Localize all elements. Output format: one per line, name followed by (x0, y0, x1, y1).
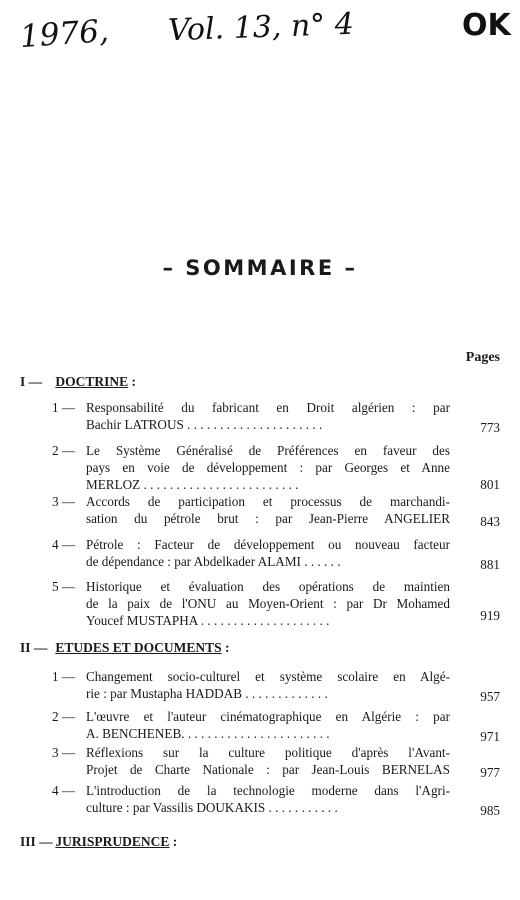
section-numeral: II — (20, 640, 48, 655)
entry-line: Pétrole : Facteur de développement ou nouveau facteur (86, 537, 450, 552)
section-suffix: : (128, 374, 137, 389)
section-numeral: III — (20, 834, 53, 849)
entry-text (86, 578, 450, 629)
entry-text (86, 536, 450, 570)
entry-page-number: 801 (480, 477, 500, 492)
entry-number: 4 — (52, 537, 76, 552)
section-suffix: : (169, 834, 178, 849)
entry-line: de dépendance : par Abdelkader ALAMI . . . . . . (86, 554, 341, 569)
handwritten-volume: Vol. 13, n° 4 (167, 6, 355, 49)
entry-line: Changement socio-culturel et système scolaire en Algé- (86, 669, 450, 684)
section-heading-jurisprudence (20, 834, 177, 850)
entry-text (86, 744, 450, 778)
section-numeral: I — (20, 374, 43, 389)
section-title: DOCTRINE (55, 374, 129, 389)
section-heading-doctrine (20, 374, 136, 390)
entry-line: Bachir LATROUS . . . . . . . . . . . . . . . . . . . . . (86, 417, 323, 432)
section-title: JURISPRUDENCE (55, 834, 170, 849)
entry-line: Youcef MUSTAPHA . . . . . . . . . . . . . . . . . . . . (86, 613, 330, 628)
entry-page-number: 881 (480, 557, 500, 572)
page-title: – SOMMAIRE – (162, 256, 358, 280)
section-heading-etudes-et-documents (20, 640, 230, 656)
entry-text (86, 782, 450, 816)
entry-page-number: 919 (480, 608, 500, 623)
entry-page-number: 957 (480, 689, 500, 704)
entry-number: 3 — (52, 494, 76, 509)
entry-line: Projet de Charte Nationale : par Jean-Louis BERNELAS (86, 762, 450, 777)
entry-number: 2 — (52, 443, 76, 458)
entry-line: Accords de participation et processus de marchandi- (86, 494, 450, 509)
entry-page-number: 977 (480, 765, 500, 780)
entry-text (86, 442, 450, 493)
entry-line: Le Système Généralisé de Préférences en faveur des (86, 443, 450, 458)
entry-number: 3 — (52, 745, 76, 760)
entry-line: rie : par Mustapha HADDAB . . . . . . . . . . . . . (86, 686, 328, 701)
section-title: ETUDES ET DOCUMENTS (55, 640, 222, 655)
entry-text (86, 708, 450, 742)
entry-line: Responsabilité du fabricant en Droit algérien : par (86, 400, 450, 415)
entry-line: L'œuvre et l'auteur cinématographique en Algérie : par (86, 709, 450, 724)
entry-number: 5 — (52, 579, 76, 594)
entry-page-number: 985 (480, 803, 500, 818)
entry-text (86, 668, 450, 702)
entry-line: L'introduction de la technologie moderne dans l'Agri- (86, 783, 450, 798)
entry-page-number: 843 (480, 514, 500, 529)
entry-line: Historique et évaluation des opérations de maintien (86, 579, 450, 594)
entry-page-number: 773 (480, 420, 500, 435)
pages-column-header: Pages (465, 350, 500, 365)
entry-text (86, 399, 450, 433)
entry-number: 1 — (52, 400, 76, 415)
section-suffix: : (221, 640, 230, 655)
entry-line: culture : par Vassilis DOUKAKIS . . . . . . . . . . . (86, 800, 338, 815)
handwritten-ok-mark: OK (462, 8, 511, 43)
entry-line: MERLOZ . . . . . . . . . . . . . . . . . . . . . . . . (86, 477, 299, 492)
entry-line: de la paix de l'ONU au Moyen-Orient : par Dr Mohamed (86, 596, 450, 611)
entry-line: Réflexions sur la culture politique d'après l'Avant- (86, 745, 450, 760)
entry-number: 2 — (52, 709, 76, 724)
entry-line: pays en voie de développement : par Georges et Anne (86, 460, 450, 475)
entry-line: sation du pétrole brut : par Jean-Pierre ANGELIER (86, 511, 450, 526)
entry-number: 1 — (52, 669, 76, 684)
entry-number: 4 — (52, 783, 76, 798)
entry-line: A. BENCHENEB. . . . . . . . . . . . . . . . . . . . . . . (86, 726, 330, 741)
entry-page-number: 971 (480, 729, 500, 744)
entry-text (86, 493, 450, 527)
handwritten-year: 1976, (18, 12, 110, 56)
